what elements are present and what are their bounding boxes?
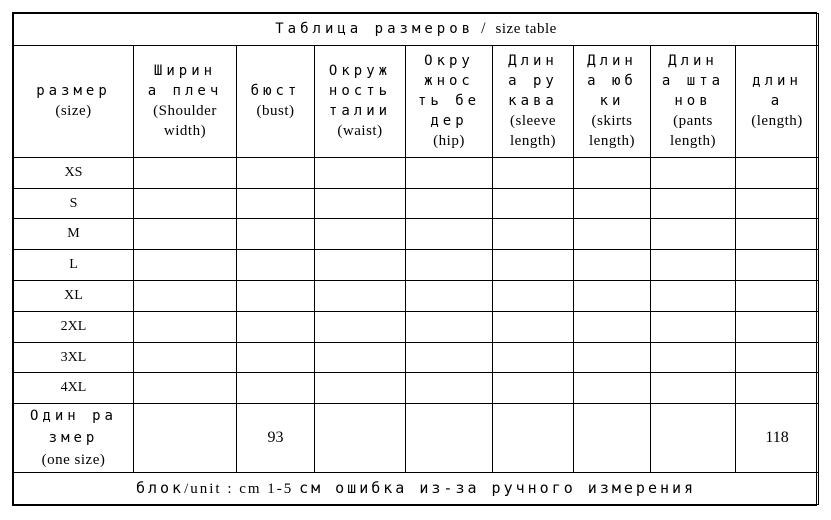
table-cell xyxy=(406,250,493,281)
table-cell xyxy=(651,281,736,312)
size-label: 3XL xyxy=(14,342,134,373)
table-cell xyxy=(237,250,315,281)
table-cell xyxy=(237,188,315,219)
header-ru: Окруж ность талии xyxy=(328,63,392,120)
table-cell xyxy=(736,311,819,342)
table-cell xyxy=(134,188,237,219)
table-cell xyxy=(493,342,574,373)
table-row xyxy=(14,342,819,373)
table-cell xyxy=(493,219,574,250)
one-size-value xyxy=(493,404,574,473)
one-size-label-en: (one size) xyxy=(41,452,106,469)
one-size-value xyxy=(315,404,406,473)
table-cell xyxy=(574,311,651,342)
table-cell xyxy=(315,250,406,281)
table-cell xyxy=(406,188,493,219)
table-cell xyxy=(134,311,237,342)
header-en: (bust) xyxy=(256,103,295,120)
table-row xyxy=(14,188,819,219)
one-size-value xyxy=(134,404,237,473)
table-cell xyxy=(134,157,237,188)
header-row xyxy=(14,45,819,157)
table-cell xyxy=(237,219,315,250)
header-cell xyxy=(406,45,493,157)
size-table-sheet xyxy=(12,12,817,506)
table-cell xyxy=(315,342,406,373)
header-en: (skirts length) xyxy=(589,113,635,150)
table-cell xyxy=(406,281,493,312)
header-ru: длин а xyxy=(752,73,802,110)
table-cell xyxy=(574,219,651,250)
header-cell xyxy=(134,45,237,157)
table-cell xyxy=(406,219,493,250)
table-footer xyxy=(14,473,819,505)
one-size-value xyxy=(651,404,736,473)
table-cell xyxy=(237,342,315,373)
footer-ru2: см ошибка из-за ручного измерения xyxy=(299,479,697,498)
header-ru: Ширин а плеч xyxy=(147,63,223,100)
footer-en: /unit : cm 1-5 xyxy=(184,481,300,498)
table-cell xyxy=(315,219,406,250)
table-cell xyxy=(134,281,237,312)
table-cell xyxy=(651,311,736,342)
table-cell xyxy=(406,342,493,373)
size-label: XL xyxy=(14,281,134,312)
table-cell xyxy=(493,250,574,281)
header-cell xyxy=(493,45,574,157)
table-cell xyxy=(315,373,406,404)
table-row xyxy=(14,281,819,312)
table-cell xyxy=(315,311,406,342)
table-cell xyxy=(736,373,819,404)
header-ru: Длин а шта нов xyxy=(661,53,725,110)
header-en: (hip) xyxy=(433,133,465,150)
title-ru: Таблица размеров xyxy=(275,21,475,38)
header-en: (Shoulder width) xyxy=(153,103,217,140)
size-label: 4XL xyxy=(14,373,134,404)
table-cell xyxy=(736,281,819,312)
size-label: M xyxy=(14,219,134,250)
header-cell xyxy=(237,45,315,157)
table-cell xyxy=(736,188,819,219)
size-label: XS xyxy=(14,157,134,188)
header-cell xyxy=(315,45,406,157)
table-row xyxy=(14,373,819,404)
table-cell xyxy=(237,157,315,188)
table-cell xyxy=(493,281,574,312)
table-cell xyxy=(736,250,819,281)
one-size-value xyxy=(406,404,493,473)
header-ru: Окру жнос ть бе дер xyxy=(417,53,481,130)
header-cell xyxy=(651,45,736,157)
title-en: size table xyxy=(495,21,557,38)
one-size-value: 118 xyxy=(736,404,819,473)
header-en: (pants length) xyxy=(670,113,716,150)
table-cell xyxy=(651,250,736,281)
table-cell xyxy=(736,219,819,250)
one-size-value: 93 xyxy=(237,404,315,473)
header-ru: Длин а юб ки xyxy=(587,53,637,110)
table-cell xyxy=(134,373,237,404)
table-cell xyxy=(315,281,406,312)
table-cell xyxy=(237,373,315,404)
table-cell xyxy=(134,342,237,373)
table-cell xyxy=(651,219,736,250)
table-row xyxy=(14,311,819,342)
table-cell xyxy=(574,157,651,188)
header-en: (length) xyxy=(751,113,803,130)
table-cell xyxy=(574,281,651,312)
header-en: (sleeve length) xyxy=(510,113,556,150)
size-label: S xyxy=(14,188,134,219)
header-en: (waist) xyxy=(337,123,383,140)
table-cell xyxy=(493,311,574,342)
one-size-value xyxy=(574,404,651,473)
table-cell xyxy=(134,219,237,250)
table-cell xyxy=(736,342,819,373)
table-cell xyxy=(315,188,406,219)
table-cell xyxy=(574,342,651,373)
table-cell xyxy=(651,157,736,188)
one-size-label xyxy=(14,404,134,473)
header-ru: бюст xyxy=(250,83,301,100)
table-cell xyxy=(493,373,574,404)
table-row xyxy=(14,157,819,188)
table-cell xyxy=(574,250,651,281)
table-cell xyxy=(315,157,406,188)
table-row xyxy=(14,219,819,250)
table-cell xyxy=(406,157,493,188)
table-cell xyxy=(736,157,819,188)
one-size-row xyxy=(14,404,819,473)
table-cell xyxy=(651,342,736,373)
table-cell xyxy=(651,188,736,219)
table-cell xyxy=(237,311,315,342)
table-cell xyxy=(237,281,315,312)
table-row xyxy=(14,250,819,281)
size-table xyxy=(13,13,819,505)
table-cell xyxy=(406,373,493,404)
table-title xyxy=(14,14,819,46)
header-cell xyxy=(736,45,819,157)
header-cell xyxy=(14,45,134,157)
size-label: 2XL xyxy=(14,311,134,342)
one-size-label-ru: Один ра змер xyxy=(29,408,117,447)
header-cell xyxy=(574,45,651,157)
table-cell xyxy=(134,250,237,281)
table-cell xyxy=(406,311,493,342)
footer-ru1: блок xyxy=(135,479,185,498)
header-ru: размер xyxy=(36,83,111,100)
table-cell xyxy=(493,188,574,219)
header-en: (size) xyxy=(55,103,92,120)
table-cell xyxy=(574,188,651,219)
header-ru: Длин а ру кава xyxy=(508,53,558,110)
size-label: L xyxy=(14,250,134,281)
table-cell xyxy=(651,373,736,404)
title-separator: / xyxy=(474,20,496,38)
table-cell xyxy=(493,157,574,188)
table-cell xyxy=(574,373,651,404)
size-rows xyxy=(14,157,819,404)
